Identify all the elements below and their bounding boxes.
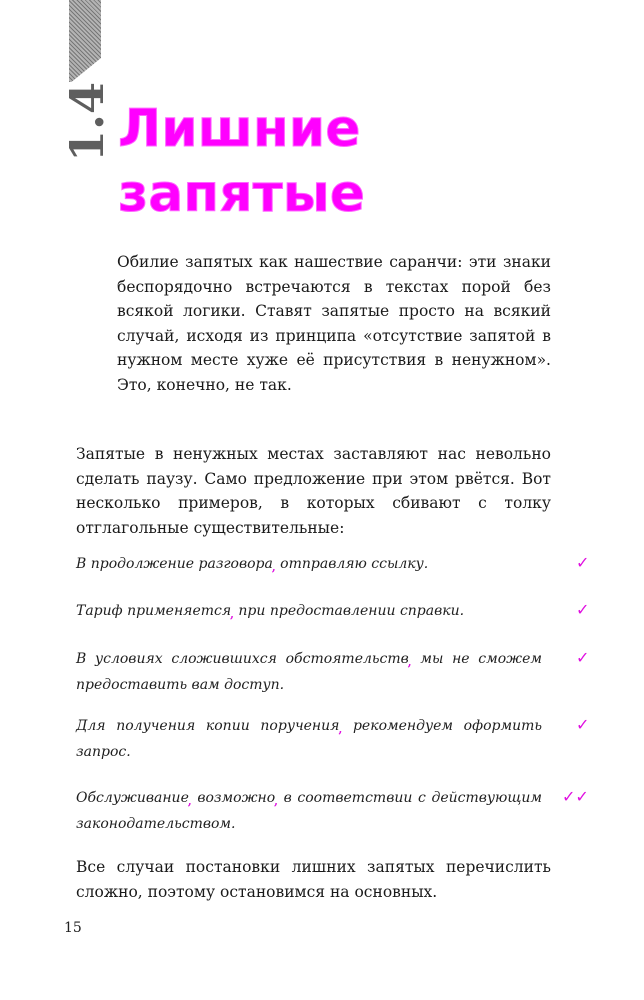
example-2: Тариф применяется$_,$ при предоставлении справки.: [76, 603, 465, 621]
corner-tab-cut: [69, 58, 101, 84]
title-line-2: запятые: [118, 164, 366, 224]
extra-comma-mark: ,: [274, 795, 278, 808]
check-mark-5: ✓✓: [562, 787, 589, 806]
example-1: В продолжение разговора$_,$ отправляю ссылку.: [76, 556, 429, 574]
example-5: Обслуживание$_,$ возможно$_,$ в соответствии с действующим законодательством.: [76, 790, 543, 832]
extra-comma-mark: ,: [271, 561, 276, 574]
chapter-number: 1.4: [60, 81, 114, 162]
page-number: 15: [64, 920, 82, 936]
check-mark-2: ✓: [576, 600, 590, 619]
title-line-1: Лишние: [118, 99, 361, 159]
body-paragraph-2: Все случаи постановки лишних запятых перечислить сложно, поэтому остановимся на основных.: [76, 858, 551, 901]
body-paragraph-1: Запятые в ненужных местах заставляют нас невольно сделать паузу. Само предложение при этом рвётся. Вот несколько примеров, в которых сбивают с толку отглагольные существительные:: [76, 445, 551, 537]
intro-paragraph: Обилие запятых как нашествие саранчи: эти знаки беспорядочно встречаются в текстах порой без всякой логики. Ставят запятые просто на всякий случай, исходя из принципа «отсутствие запятой в нужном месте хуже её присутствия в ненужном». Это, конечно, не так.: [117, 253, 551, 394]
extra-comma-mark: ,: [187, 795, 192, 808]
check-mark-3: ✓: [576, 648, 590, 667]
extra-comma-mark: ,: [407, 656, 412, 669]
example-4: Для получения копии поручения$_,$ рекомендуем оформить запрос.: [76, 718, 542, 760]
extra-comma-mark: ,: [338, 723, 343, 736]
check-mark-4: ✓: [576, 715, 590, 734]
example-3: В условиях сложившихся обстоятельств$_,$ мы не сможем предоставить вам доступ.: [76, 651, 542, 693]
extra-comma-mark: ,: [230, 608, 234, 621]
chapter-title: [118, 96, 458, 226]
check-mark-1: ✓: [576, 553, 590, 572]
